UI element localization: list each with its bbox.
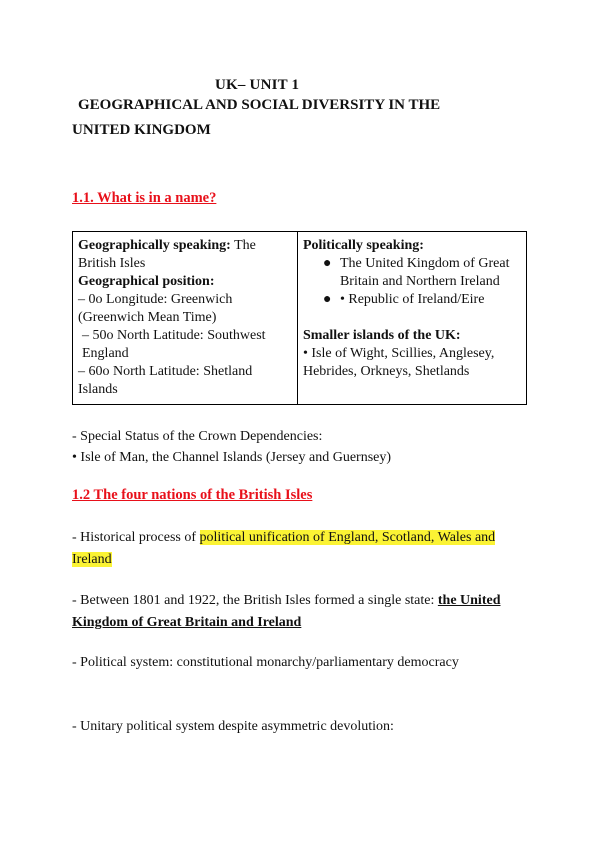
islands-label: Smaller islands of the UK: xyxy=(302,328,461,343)
list-item: ● The United Kingdom of Great Britain and Northern Ireland xyxy=(322,256,510,289)
pol-label: Politically speaking: xyxy=(302,238,424,253)
bullet-icon: ● xyxy=(322,256,332,271)
document-title-line-1: GEOGRAPHICAL AND SOCIAL DIVERSITY IN THE xyxy=(78,97,441,113)
political-list xyxy=(303,255,522,309)
paragraph-unification: - Historical process of political unification of England, Scotland, Wales and Ireland xyxy=(72,530,496,567)
geographic-cell xyxy=(73,232,298,405)
emphasized-text: the United Kingdom of Great Britain and Ireland xyxy=(72,593,501,630)
geo-item: – 60o North Latitude: Shetland Islands xyxy=(78,364,253,397)
document-title-line-2: UNITED KINGDOM xyxy=(72,122,211,138)
crown-dependencies-note xyxy=(72,426,532,468)
geo-item: – 50o North Latitude: Southwest England xyxy=(82,328,266,361)
unit-title: UK– UNIT 1 xyxy=(215,77,300,93)
paragraph-political-system: - Political system: constitutional monarchy/parliamentary democracy xyxy=(72,655,459,670)
note-line: • Isle of Man, the Channel Islands (Jersey and Guernsey) xyxy=(72,450,392,465)
geo-value: The British Isles xyxy=(78,238,256,271)
name-info-table xyxy=(72,231,527,405)
political-cell xyxy=(297,232,526,405)
paragraph-unitary-system: - Unitary political system despite asymmetric devolution: xyxy=(72,719,394,734)
note-line: - Special Status of the Crown Dependencies: xyxy=(72,429,323,444)
bullet-icon: ● xyxy=(322,292,332,307)
geo-item: – 0o Longitude: Greenwich (Greenwich Mean Time) xyxy=(78,292,233,325)
geo-label: Geographically speaking: xyxy=(78,238,231,253)
geographically-speaking xyxy=(78,237,293,273)
paragraph-single-state: - Between 1801 and 1922, the British Isles formed a single state: the United Kingdom of Great Britain and Ireland xyxy=(72,593,501,630)
islands-value: • Isle of Wight, Scillies, Anglesey, Hebrides, Orkneys, Shetlands xyxy=(302,346,495,379)
list-item: ● • Republic of Ireland/Eire xyxy=(322,292,485,307)
geo-position-label: Geographical position: xyxy=(78,274,215,289)
section-heading-1-2: 1.2 The four nations of the British Isles xyxy=(72,487,313,503)
section-heading-1-1: 1.1. What is in a name? xyxy=(72,190,217,206)
highlighted-text: political unification of England, Scotland, Wales and Ireland xyxy=(72,530,496,567)
